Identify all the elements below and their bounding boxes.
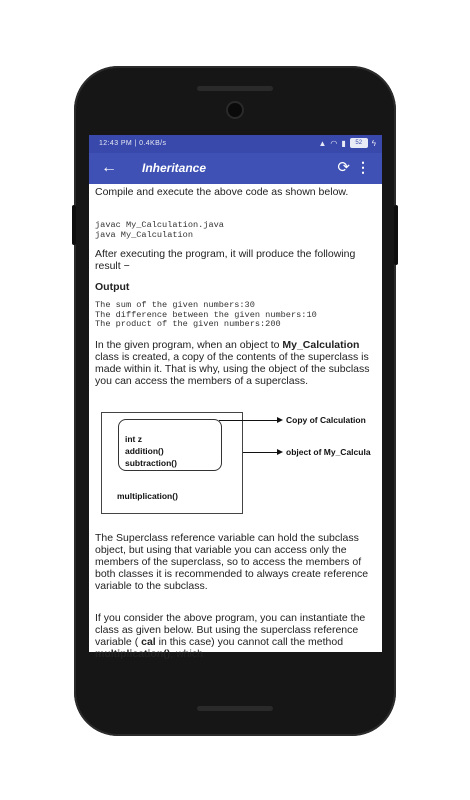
arrow-line-2 bbox=[243, 452, 279, 453]
paragraph-instantiate bbox=[95, 612, 377, 660]
paragraph-object-bold: My_Calculation bbox=[282, 339, 360, 351]
paragraph-object bbox=[95, 339, 377, 387]
paragraph-superclass-reference: The Superclass reference variable can hold the subclass object, but using that variable you can access only the members of the superclass, so to access the members of both classes it is recommended to always create reference variable to the subclass. bbox=[95, 532, 369, 592]
battery-icon: 52 bbox=[350, 138, 368, 148]
arrowhead-2 bbox=[277, 449, 283, 455]
signal-icon: ▲ bbox=[318, 138, 327, 148]
back-arrow-icon[interactable]: ← bbox=[101, 159, 117, 176]
paragraph-object-text-a: In the given program, when an object to bbox=[95, 339, 283, 351]
page-title: Inheritance bbox=[142, 161, 207, 175]
signal-bars-icon: ▮ bbox=[341, 138, 346, 148]
charging-icon: ϟ bbox=[371, 138, 376, 148]
bottom-speaker bbox=[197, 706, 273, 711]
paragraph-instantiate-text-b: in this case) you cannot call the method bbox=[155, 636, 344, 648]
article-content bbox=[89, 184, 382, 660]
paragraph-instantiate-bold-2: multiplication() bbox=[95, 648, 171, 660]
wifi-icon: ◠ bbox=[330, 138, 338, 148]
paragraph-object-text-b: class is created, a copy of the contents of the superclass is made within it. That is why, using the object of the subclass you can access the members of a superclass. bbox=[95, 351, 370, 387]
status-bar bbox=[89, 135, 382, 153]
power-button bbox=[394, 205, 398, 265]
diagram-outer-label: multiplication() bbox=[117, 491, 178, 501]
arrowhead-1 bbox=[277, 417, 283, 423]
subclass-object-box bbox=[101, 412, 243, 514]
diagram-inner-line-1: int z bbox=[125, 434, 142, 444]
arrow-label-2: object of My_Calcula bbox=[286, 447, 371, 457]
overflow-menu-icon[interactable]: ⋮ bbox=[356, 159, 370, 175]
inheritance-diagram bbox=[101, 412, 386, 520]
app-bar bbox=[89, 153, 382, 184]
refresh-icon[interactable]: ⟳ bbox=[337, 159, 350, 176]
code-block-output: The sum of the given numbers:30 The difference between the given numbers:10 The product of the given numbers:200 bbox=[95, 300, 317, 329]
arrow-line-1 bbox=[219, 420, 279, 421]
paragraph-instantiate-bold: cal bbox=[141, 636, 156, 648]
arrow-label-1: Copy of Calculation bbox=[286, 415, 366, 425]
screen bbox=[89, 135, 382, 660]
earpiece-speaker bbox=[197, 86, 273, 91]
paragraph-instantiate-text-a: If you consider the above program, you can instantiate the class as given below. But using the superclass reference variable ( bbox=[95, 612, 366, 648]
output-heading: Output bbox=[95, 281, 130, 293]
status-time: 12:43 PM | 0.4KB/s bbox=[99, 140, 167, 147]
diagram-inner-line-3: subtraction() bbox=[125, 458, 177, 468]
front-camera bbox=[228, 103, 242, 117]
volume-button bbox=[72, 205, 76, 245]
status-icons bbox=[318, 138, 376, 148]
paragraph-compile: Compile and execute the above code as shown below. bbox=[95, 186, 349, 198]
diagram-inner-line-2: addition() bbox=[125, 446, 164, 456]
paragraph-instantiate-text-c: , which bbox=[170, 648, 203, 660]
paragraph-result: After executing the program, it will produce the following result − bbox=[95, 248, 356, 272]
code-block-compile: javac My_Calculation.java java My_Calculation bbox=[95, 220, 224, 240]
